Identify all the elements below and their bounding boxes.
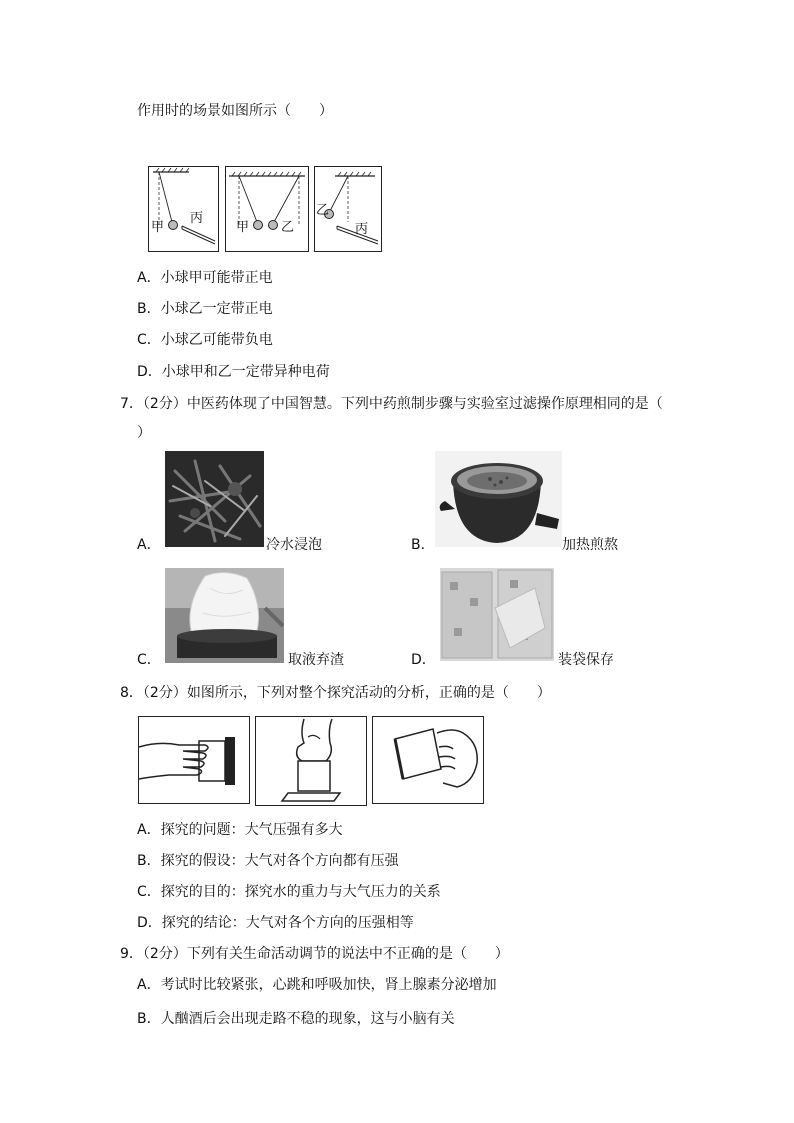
q7-option-b-label: 加热煎熬 xyxy=(562,537,618,553)
q7-option-d-letter: D． xyxy=(411,652,436,668)
q8-figure-1 xyxy=(138,716,250,804)
q9-option-a: A．考试时比较紧张，心跳和呼吸加快，肾上腺素分泌增加 xyxy=(137,977,497,993)
q6-option-d: D．小球甲和乙一定带异种电荷 xyxy=(137,364,330,380)
label-jia-2: 甲 xyxy=(236,220,250,235)
straining-cloth-photo xyxy=(165,568,284,663)
clay-pot-photo xyxy=(435,451,562,547)
q7-option-c-letter: C． xyxy=(137,652,161,668)
q7-stem: 7．（2分）中医药体现了中国智慧。下列中药煎制步骤与实验室过滤操作原理相同的是（ xyxy=(120,396,663,412)
q6-figure-2 xyxy=(225,166,309,252)
herb-bags-photo xyxy=(440,568,554,661)
q8-figure-3 xyxy=(372,716,484,804)
q6-option-c: C．小球乙可能带负电 xyxy=(137,332,273,348)
cup-sideways-diagram xyxy=(139,717,248,802)
q8-option-a: A．探究的问题：大气压强有多大 xyxy=(137,822,343,838)
q9-option-b: B．人酗酒后会出现走路不稳的现象，这与小脑有关 xyxy=(137,1011,455,1027)
q7-stem-end: ） xyxy=(137,425,151,441)
label-yi-3: 乙 xyxy=(316,203,330,218)
q6-intro: 作用时的场景如图所示（ ） xyxy=(137,103,333,119)
q6-option-a: A．小球甲可能带正电 xyxy=(137,270,273,286)
q7-option-a-label: 冷水浸泡 xyxy=(266,537,322,553)
q8-figure-2 xyxy=(255,716,367,806)
label-jia-1: 甲 xyxy=(151,220,165,235)
label-bing-3: 丙 xyxy=(355,222,369,237)
q6-figure-1 xyxy=(148,166,219,252)
q8-stem: 8．（2分）如图所示，下列对整个探究活动的分析，正确的是（ ） xyxy=(120,685,551,701)
label-yi-2: 乙 xyxy=(281,220,295,235)
q9-stem: 9．（2分）下列有关生命活动调节的说法中不正确的是（ ） xyxy=(120,946,509,962)
cup-tilted-diagram xyxy=(373,717,482,802)
q7-option-a-letter: A． xyxy=(137,537,161,553)
q8-option-c: C．探究的目的：探究水的重力与大气压力的关系 xyxy=(137,884,441,900)
q7-option-d-label: 装袋保存 xyxy=(558,652,614,668)
q7-option-c-label: 取液弃渣 xyxy=(288,652,344,668)
q6-option-b: B．小球乙一定带正电 xyxy=(137,301,273,317)
label-bing-1: 丙 xyxy=(190,211,204,226)
q7-option-b-letter: B． xyxy=(411,537,435,553)
q8-option-b: B．探究的假设：大气对各个方向都有压强 xyxy=(137,853,399,869)
cup-inverted-diagram xyxy=(256,717,365,804)
herbs-soaking-photo xyxy=(165,451,264,547)
q8-option-d: D．探究的结论：大气对各个方向的压强相等 xyxy=(137,915,414,931)
